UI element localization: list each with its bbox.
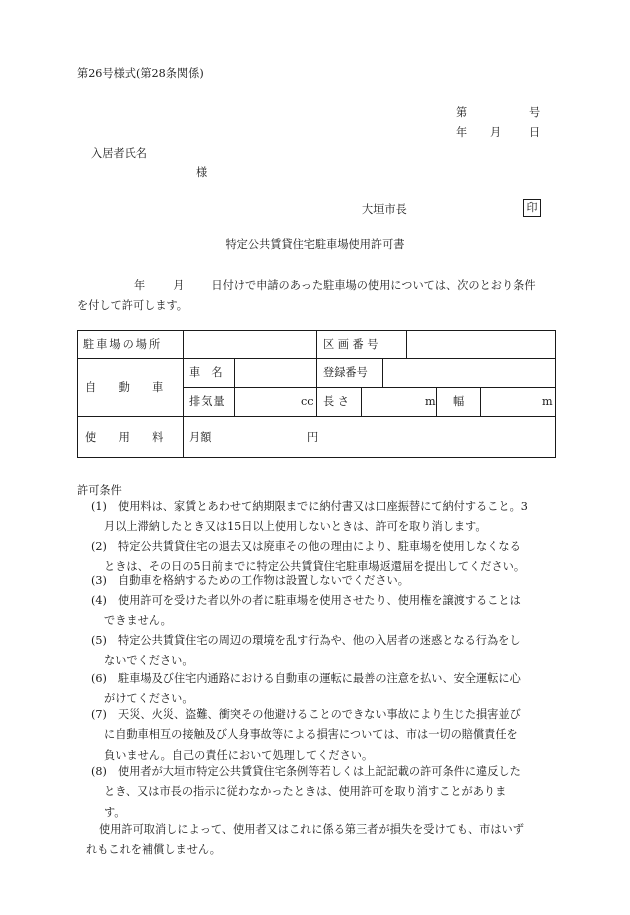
displacement-label: 排気量	[189, 395, 226, 408]
condition-item	[91, 705, 557, 766]
condition-line: ないでください。	[104, 654, 194, 668]
condition-number: (3)	[91, 574, 107, 587]
condition-number: (1)	[91, 500, 107, 513]
intro-year: 年	[134, 279, 146, 292]
condition-line: 特定公共賃貸住宅の退去又は廃車その他の理由により、駐車場を使用しなくなる	[118, 540, 521, 553]
condition-line: できません。	[104, 614, 172, 628]
car-name-label: 車 名	[189, 366, 223, 379]
condition-item	[91, 571, 557, 591]
condition-line: 天災、火災、盗難、衝突その他避けることのできない事故により生じた損害並び	[118, 708, 521, 721]
date-year-label: 年	[456, 126, 468, 139]
intro-month: 月	[173, 279, 185, 292]
section-number-label: 区 画 番 号	[323, 338, 379, 351]
condition-line: 使用料は、家賃とあわせて納期限までに納付書又は口座振替にて納付すること。3	[118, 500, 528, 513]
condition-item	[91, 762, 557, 823]
monthly-label: 月額	[189, 431, 212, 444]
condition-line: 負いません。自己の責任において処理してください。	[104, 748, 374, 762]
condition-line: 月以上滞納したとき又は15日以上使用しないときは、許可を取り消します。	[104, 520, 487, 534]
displacement-unit: cc	[301, 395, 314, 408]
width-unit: m	[542, 395, 553, 408]
yen-unit: 円	[307, 431, 319, 444]
condition-line: とき、又は市長の指示に従わなかったときは、使用許可を取り消すことがありま	[104, 785, 507, 799]
width-label: 幅	[453, 395, 465, 408]
parking-location-label: 駐車場の場所	[83, 338, 163, 351]
intro-line1: 日付けで申請のあった駐車場の使用については、次のとおり条件	[211, 279, 536, 292]
fee-label: 使 用 料	[85, 431, 164, 444]
length-unit: m	[425, 395, 436, 408]
closing-line2: れもこれを補償しません。	[86, 843, 221, 857]
length-label: 長 さ	[323, 395, 349, 408]
closing-paragraph	[77, 820, 557, 861]
condition-number: (8)	[91, 765, 107, 778]
condition-item	[91, 631, 557, 672]
document-number-prefix: 第	[456, 106, 468, 119]
condition-line: 使用許可を受けた者以外の者に駐車場を使用させたり、使用権を譲渡することは	[118, 594, 521, 607]
intro-line2: を付して許可します。	[77, 299, 188, 312]
resident-name-label: 入居者氏名	[91, 147, 147, 160]
condition-number: (6)	[91, 672, 107, 685]
closing-line1: 使用許可取消しによって、使用者又はこれに係る第三者が損失を受けても、市はいず	[99, 823, 524, 836]
condition-line: に自動車相互の接触及び人身事故等による損害については、市は一切の賠償責任を	[104, 728, 518, 742]
condition-line: 自動車を格納するための工作物は設置しないでください。	[118, 574, 409, 587]
condition-line: がけてください。	[104, 692, 194, 706]
registration-number-label: 登録番号	[323, 366, 368, 379]
condition-item	[91, 669, 557, 710]
date-month-label: 月	[490, 126, 502, 139]
issuer-mayor: 大垣市長	[362, 203, 407, 216]
seal-stamp: 印	[523, 199, 541, 217]
condition-number: (7)	[91, 708, 107, 721]
condition-line: 駐車場及び住宅内通路における自動車の運転に最善の注意を払い、安全運転に心	[118, 672, 521, 685]
condition-item	[91, 591, 557, 632]
condition-line: ときは、その日の5日前までに特定公共賃貸住宅駐車場返還届を提出してください。	[104, 560, 526, 574]
document-title: 特定公共賃貸住宅駐車場使用許可書	[225, 238, 405, 251]
condition-number: (5)	[91, 634, 107, 647]
intro-paragraph	[77, 276, 555, 316]
condition-number: (4)	[91, 594, 107, 607]
condition-number: (2)	[91, 540, 107, 553]
permit-table	[77, 330, 556, 458]
condition-line: す。	[104, 805, 126, 819]
document-number-suffix: 号	[529, 106, 541, 119]
conditions-heading: 許可条件	[77, 484, 122, 497]
vehicle-label: 自 動 車	[85, 381, 164, 394]
condition-line: 使用者が大垣市特定公共賃貸住宅条例等若しくは上記記載の許可条件に違反した	[118, 765, 521, 778]
honorific-sama: 様	[196, 166, 208, 179]
condition-item	[91, 497, 557, 538]
condition-line: 特定公共賃貸住宅の周辺の環境を乱す行為や、他の入居者の迷惑となる行為をし	[118, 634, 521, 647]
date-day-label: 日	[529, 126, 541, 139]
form-number: 第26号様式(第28条関係)	[77, 67, 204, 80]
